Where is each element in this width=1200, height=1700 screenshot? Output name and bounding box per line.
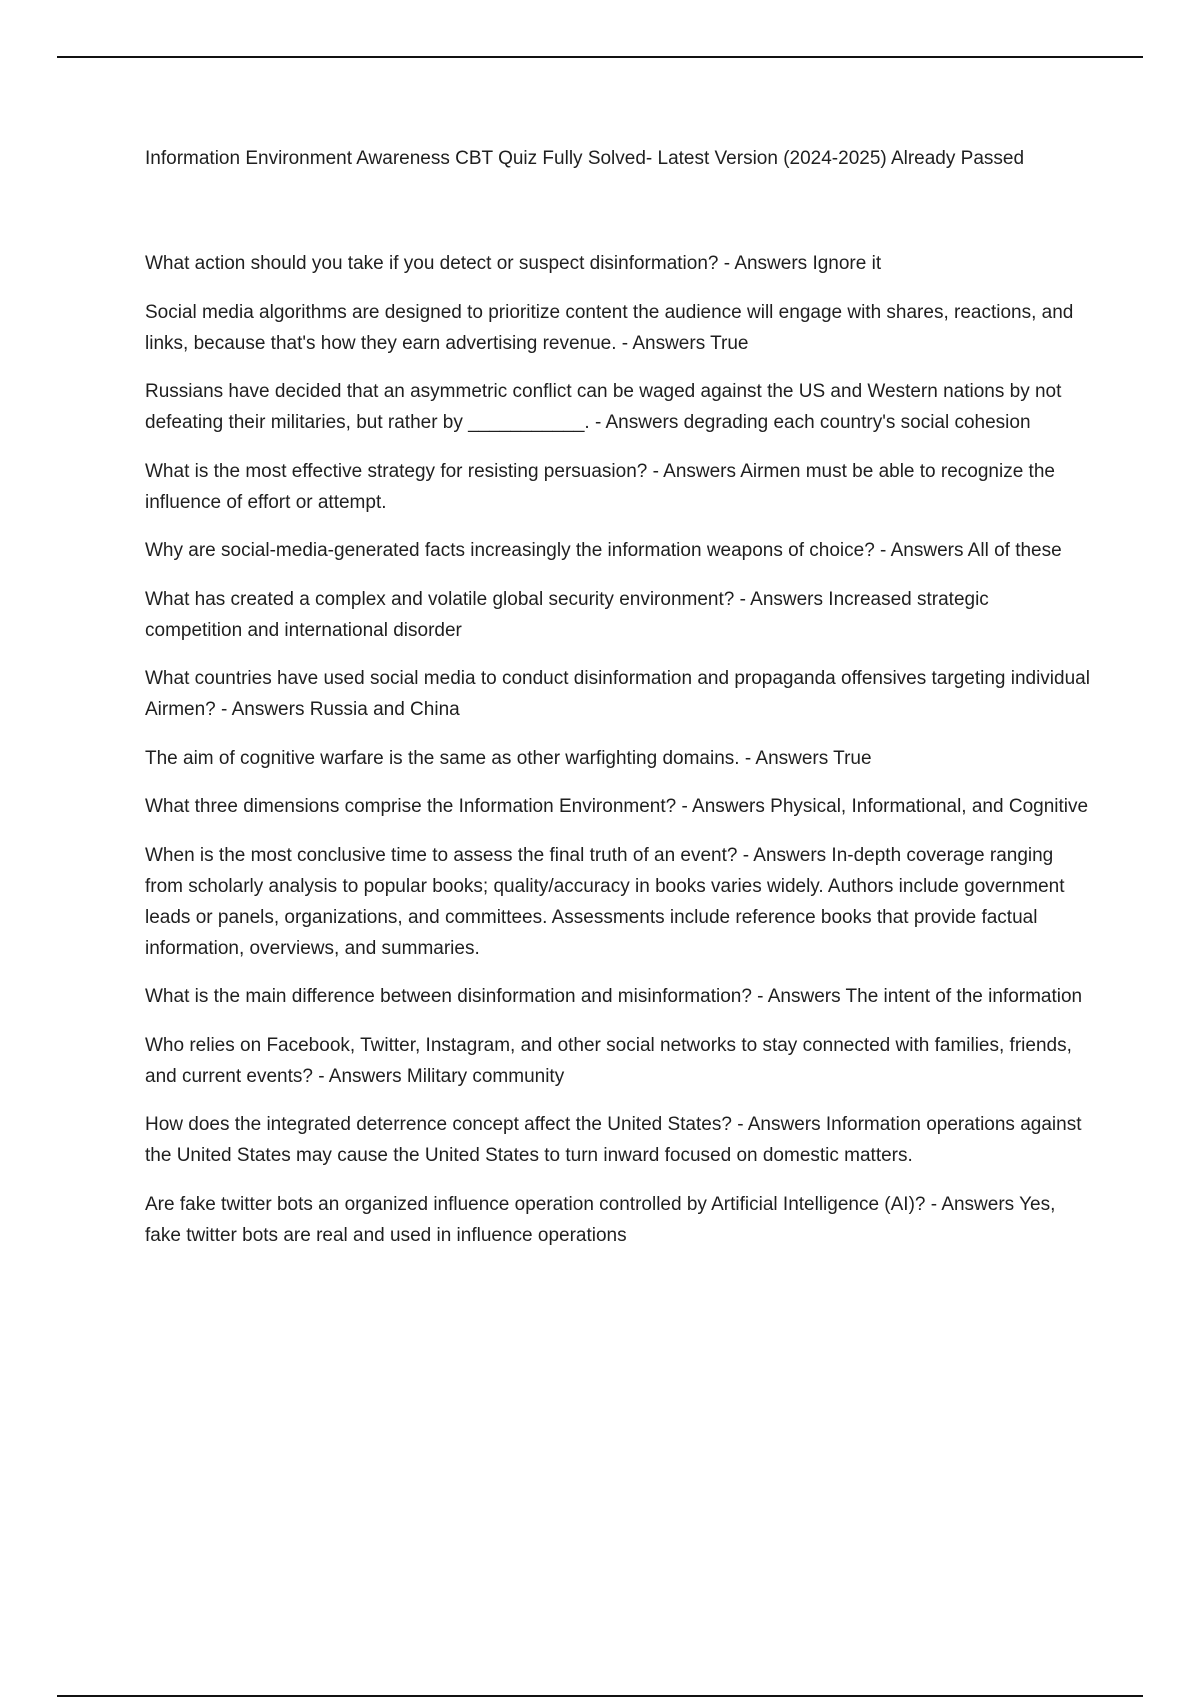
top-page-rule	[57, 56, 1143, 58]
qa-item: What three dimensions comprise the Information Environment? - Answers Physical, Informational, and Cognitive	[145, 796, 1089, 817]
qa-list	[145, 248, 1090, 1268]
qa-item: What is the main difference between disinformation and misinformation? - Answers The intent of the information	[145, 986, 1083, 1007]
qa-item: When is the most conclusive time to assess the final truth of an event? - Answers In-depth coverage ranging from scholarly analysis to popular books; quality/accuracy in books varies widely. Authors include government leads or panels, organizations, and committees. Assessments include reference books that provide factual information, overviews, and summaries.	[145, 844, 1065, 959]
qa-item: Why are social-media-generated facts increasingly the information weapons of choice? - Answers All of these	[145, 540, 1062, 561]
qa-item: How does the integrated deterrence concept affect the United States? - Answers Information operations against the United States may cause the United States to turn inward focused on domestic matters.	[145, 1114, 1082, 1166]
qa-item: The aim of cognitive warfare is the same as other warfighting domains. - Answers True	[145, 747, 872, 769]
bottom-page-rule	[57, 1695, 1143, 1697]
document-title: Information Environment Awareness CBT Quiz Fully Solved- Latest Version (2024-2025) Already Passed	[145, 148, 1025, 169]
qa-item: What action should you take if you detect or suspect disinformation? - Answers Ignore it	[145, 253, 882, 274]
qa-item: What countries have used social media to conduct disinformation and propaganda offensives targeting individual Airmen? - Answers Russia and China	[145, 668, 1090, 720]
qa-item: Social media algorithms are designed to prioritize content the audience will engage with shares, reactions, and links, because that's how they earn advertising revenue. - Answers True	[145, 301, 1074, 354]
qa-item: What is the most effective strategy for resisting persuasion? - Answers Airmen must be able to recognize the influence of effort or attempt.	[145, 460, 1055, 513]
qa-item: Are fake twitter bots an organized influence operation controlled by Artificial Intelligence (AI)? - Answers Yes, fake twitter bots are real and used in influence operations	[145, 1193, 1056, 1246]
qa-item: Russians have decided that an asymmetric conflict can be waged against the US and Western nations by not defeating their militaries, but rather by ___________. - Answers degrading each country's social cohesion	[145, 381, 1062, 433]
qa-item: Who relies on Facebook, Twitter, Instagram, and other social networks to stay connected with families, friends, and current events? - Answers Military community	[145, 1034, 1072, 1087]
qa-item: What has created a complex and volatile global security environment? - Answers Increased strategic competition and international disorder	[145, 588, 989, 641]
